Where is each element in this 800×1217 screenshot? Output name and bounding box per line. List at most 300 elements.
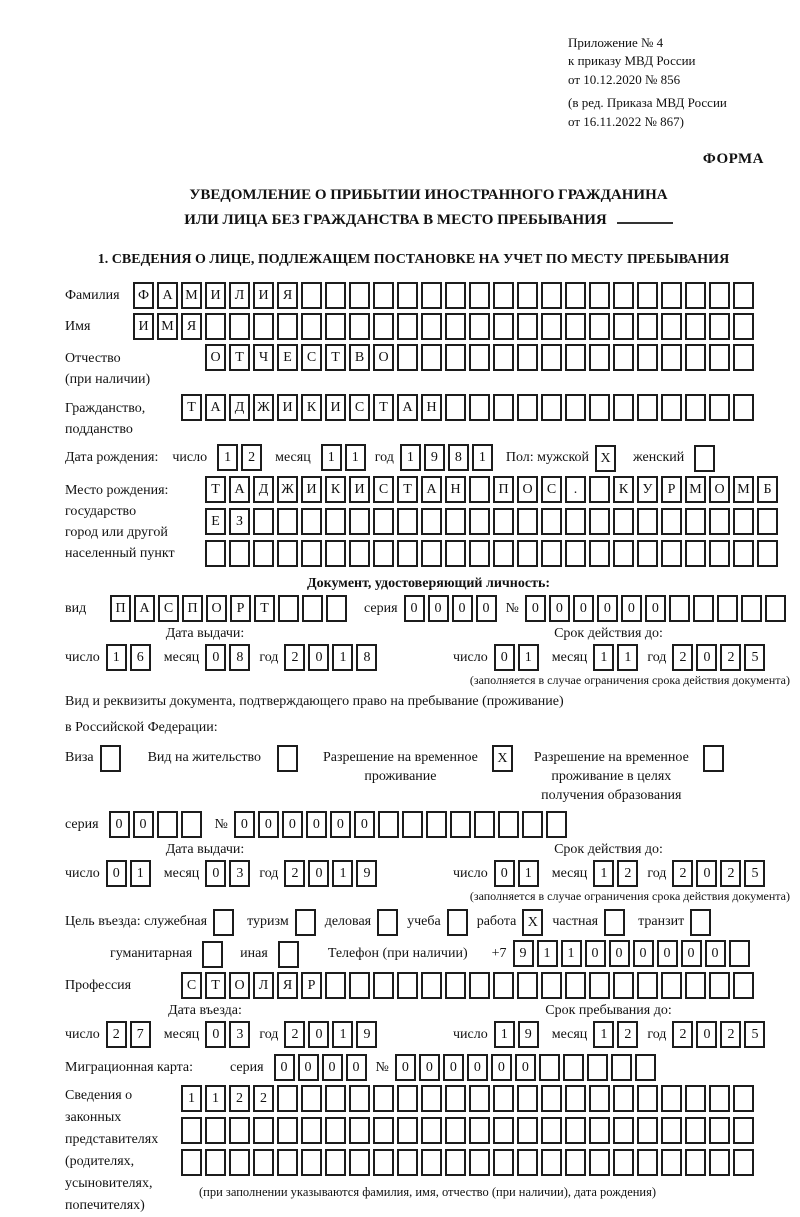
form-cell[interactable] xyxy=(546,811,567,838)
form-cell[interactable] xyxy=(445,1085,466,1112)
form-cell[interactable] xyxy=(709,1149,730,1176)
form-cell[interactable]: 0 xyxy=(308,860,329,887)
form-cell[interactable]: 1 xyxy=(593,1021,614,1048)
form-cell[interactable] xyxy=(205,313,226,340)
form-cell[interactable]: 0 xyxy=(308,644,329,671)
form-cell[interactable]: 0 xyxy=(133,811,154,838)
form-cell[interactable]: 0 xyxy=(494,860,515,887)
form-cell[interactable] xyxy=(709,540,730,567)
form-cell[interactable] xyxy=(278,595,299,622)
birthplace-row2-input[interactable] xyxy=(205,508,781,535)
form-cell[interactable] xyxy=(613,344,634,371)
form-cell[interactable]: 2 xyxy=(106,1021,127,1048)
form-cell[interactable]: П xyxy=(110,595,131,622)
form-cell[interactable]: О xyxy=(373,344,394,371)
form-cell[interactable]: 2 xyxy=(720,1021,741,1048)
temp-permit-checkbox[interactable] xyxy=(492,744,516,772)
form-cell[interactable]: К xyxy=(613,476,634,503)
form-cell[interactable] xyxy=(757,540,778,567)
form-cell[interactable]: 0 xyxy=(234,811,255,838)
form-cell[interactable] xyxy=(741,595,762,622)
form-cell[interactable] xyxy=(421,282,442,309)
birth-month-input[interactable] xyxy=(321,444,369,471)
form-cell[interactable] xyxy=(493,1117,514,1144)
form-cell[interactable] xyxy=(493,344,514,371)
purpose-study-checkbox[interactable] xyxy=(447,908,471,936)
res-issue-year-input[interactable] xyxy=(284,860,380,887)
form-cell[interactable]: И xyxy=(277,394,298,421)
form-cell[interactable] xyxy=(613,540,634,567)
form-cell[interactable]: 0 xyxy=(306,811,327,838)
form-cell[interactable] xyxy=(541,1117,562,1144)
birth-year-input[interactable] xyxy=(400,444,496,471)
form-cell[interactable] xyxy=(589,508,610,535)
form-cell[interactable]: 0 xyxy=(452,595,473,622)
form-cell[interactable]: 1 xyxy=(518,644,539,671)
form-cell[interactable]: О xyxy=(205,344,226,371)
form-cell[interactable] xyxy=(445,508,466,535)
form-cell[interactable] xyxy=(661,282,682,309)
form-cell[interactable]: 9 xyxy=(518,1021,539,1048)
form-cell[interactable]: 0 xyxy=(205,1021,226,1048)
form-cell[interactable]: М xyxy=(685,476,706,503)
form-cell[interactable] xyxy=(733,540,754,567)
form-cell[interactable]: Л xyxy=(253,972,274,999)
form-cell[interactable] xyxy=(181,1149,202,1176)
form-cell[interactable] xyxy=(517,282,538,309)
res-valid-month-input[interactable] xyxy=(593,860,641,887)
form-cell[interactable]: У xyxy=(637,476,658,503)
form-cell[interactable]: 1 xyxy=(181,1085,202,1112)
form-cell[interactable]: 0 xyxy=(308,1021,329,1048)
form-cell[interactable] xyxy=(253,508,274,535)
form-cell[interactable] xyxy=(493,1149,514,1176)
form-cell[interactable] xyxy=(445,313,466,340)
form-cell[interactable]: 2 xyxy=(241,444,262,471)
doc-valid-year-input[interactable] xyxy=(672,644,768,671)
form-cell[interactable] xyxy=(349,313,370,340)
form-cell[interactable] xyxy=(517,1149,538,1176)
form-cell[interactable]: Я xyxy=(181,313,202,340)
form-cell[interactable]: X xyxy=(595,445,616,472)
form-cell[interactable]: Р xyxy=(661,476,682,503)
form-cell[interactable]: С xyxy=(181,972,202,999)
form-cell[interactable] xyxy=(661,344,682,371)
form-cell[interactable]: 1 xyxy=(472,444,493,471)
form-cell[interactable] xyxy=(301,1149,322,1176)
form-cell[interactable]: 1 xyxy=(617,644,638,671)
form-cell[interactable] xyxy=(709,1085,730,1112)
form-cell[interactable]: 0 xyxy=(419,1054,440,1081)
form-cell[interactable] xyxy=(301,1085,322,1112)
form-cell[interactable]: Я xyxy=(277,972,298,999)
form-cell[interactable] xyxy=(733,394,754,421)
form-cell[interactable] xyxy=(278,941,299,968)
sex-male-checkbox[interactable] xyxy=(595,444,619,472)
form-cell[interactable] xyxy=(541,394,562,421)
patronymic-input[interactable] xyxy=(205,344,757,371)
form-cell[interactable] xyxy=(733,1117,754,1144)
form-cell[interactable]: 9 xyxy=(356,1021,377,1048)
form-cell[interactable] xyxy=(637,313,658,340)
form-cell[interactable]: Т xyxy=(229,344,250,371)
purpose-humanitarian-checkbox[interactable] xyxy=(202,940,226,968)
form-cell[interactable]: П xyxy=(493,476,514,503)
form-cell[interactable]: Р xyxy=(230,595,251,622)
res-number-input[interactable] xyxy=(234,811,570,838)
form-cell[interactable]: Р xyxy=(301,972,322,999)
form-cell[interactable] xyxy=(661,394,682,421)
form-cell[interactable]: 1 xyxy=(321,444,342,471)
form-cell[interactable] xyxy=(325,1149,346,1176)
form-cell[interactable] xyxy=(765,595,786,622)
form-cell[interactable] xyxy=(637,394,658,421)
form-cell[interactable] xyxy=(565,1149,586,1176)
form-cell[interactable] xyxy=(565,508,586,535)
form-cell[interactable]: 0 xyxy=(298,1054,319,1081)
form-cell[interactable] xyxy=(445,972,466,999)
form-cell[interactable] xyxy=(469,508,490,535)
guardians-row3-input[interactable] xyxy=(181,1149,757,1176)
form-cell[interactable]: З xyxy=(229,508,250,535)
form-cell[interactable] xyxy=(326,595,347,622)
form-cell[interactable] xyxy=(205,540,226,567)
form-cell[interactable] xyxy=(325,1117,346,1144)
form-cell[interactable]: С xyxy=(158,595,179,622)
form-cell[interactable] xyxy=(277,508,298,535)
form-cell[interactable]: 1 xyxy=(561,940,582,967)
stay-day-input[interactable] xyxy=(494,1021,542,1048)
residence-permit-checkbox[interactable] xyxy=(277,744,301,772)
form-cell[interactable] xyxy=(277,1085,298,1112)
form-cell[interactable] xyxy=(301,282,322,309)
form-cell[interactable] xyxy=(277,540,298,567)
form-cell[interactable]: Б xyxy=(757,476,778,503)
form-cell[interactable] xyxy=(493,313,514,340)
form-cell[interactable] xyxy=(661,1117,682,1144)
doc-valid-day-input[interactable] xyxy=(494,644,542,671)
form-cell[interactable]: 1 xyxy=(593,860,614,887)
form-cell[interactable] xyxy=(709,394,730,421)
form-cell[interactable] xyxy=(541,282,562,309)
form-cell[interactable] xyxy=(373,540,394,567)
form-cell[interactable] xyxy=(517,344,538,371)
form-cell[interactable] xyxy=(565,972,586,999)
form-cell[interactable] xyxy=(493,282,514,309)
form-cell[interactable] xyxy=(709,282,730,309)
form-cell[interactable]: 0 xyxy=(681,940,702,967)
form-cell[interactable]: 0 xyxy=(404,595,425,622)
form-cell[interactable] xyxy=(301,313,322,340)
form-cell[interactable] xyxy=(541,344,562,371)
purpose-tourism-checkbox[interactable] xyxy=(295,908,319,936)
doc-issue-year-input[interactable] xyxy=(284,644,380,671)
form-cell[interactable]: 6 xyxy=(130,644,151,671)
form-cell[interactable] xyxy=(469,476,490,503)
purpose-other-checkbox[interactable] xyxy=(278,940,302,968)
form-cell[interactable] xyxy=(709,1117,730,1144)
purpose-official-checkbox[interactable] xyxy=(213,908,237,936)
form-cell[interactable]: 0 xyxy=(621,595,642,622)
form-cell[interactable] xyxy=(205,1149,226,1176)
form-cell[interactable] xyxy=(565,313,586,340)
form-cell[interactable] xyxy=(685,972,706,999)
form-cell[interactable]: 0 xyxy=(696,1021,717,1048)
form-cell[interactable]: X xyxy=(522,909,543,936)
form-cell[interactable] xyxy=(445,1149,466,1176)
form-cell[interactable] xyxy=(661,313,682,340)
form-cell[interactable] xyxy=(757,508,778,535)
form-cell[interactable] xyxy=(709,508,730,535)
doc-issue-day-input[interactable] xyxy=(106,644,154,671)
form-cell[interactable]: И xyxy=(205,282,226,309)
form-cell[interactable] xyxy=(157,811,178,838)
form-cell[interactable] xyxy=(669,595,690,622)
form-cell[interactable]: М xyxy=(733,476,754,503)
form-cell[interactable] xyxy=(325,508,346,535)
citizenship-input[interactable] xyxy=(181,394,757,421)
form-cell[interactable] xyxy=(589,282,610,309)
mig-series-input[interactable] xyxy=(274,1054,370,1081)
form-cell[interactable] xyxy=(229,313,250,340)
form-cell[interactable] xyxy=(325,540,346,567)
form-cell[interactable] xyxy=(302,595,323,622)
form-cell[interactable] xyxy=(493,394,514,421)
form-cell[interactable]: 1 xyxy=(518,860,539,887)
form-cell[interactable] xyxy=(377,909,398,936)
form-cell[interactable] xyxy=(277,745,298,772)
form-cell[interactable] xyxy=(685,313,706,340)
form-cell[interactable]: А xyxy=(397,394,418,421)
form-cell[interactable]: Т xyxy=(325,344,346,371)
form-cell[interactable] xyxy=(613,282,634,309)
form-cell[interactable]: Д xyxy=(229,394,250,421)
form-cell[interactable] xyxy=(181,1117,202,1144)
stay-year-input[interactable] xyxy=(672,1021,768,1048)
form-cell[interactable]: 2 xyxy=(672,860,693,887)
res-valid-year-input[interactable] xyxy=(672,860,768,887)
res-series-input[interactable] xyxy=(109,811,205,838)
form-cell[interactable] xyxy=(325,282,346,309)
form-cell[interactable]: Ч xyxy=(253,344,274,371)
form-cell[interactable]: 2 xyxy=(284,1021,305,1048)
form-cell[interactable]: 0 xyxy=(258,811,279,838)
form-cell[interactable] xyxy=(611,1054,632,1081)
entry-year-input[interactable] xyxy=(284,1021,380,1048)
form-cell[interactable] xyxy=(589,1085,610,1112)
form-cell[interactable]: 1 xyxy=(332,644,353,671)
res-issue-day-input[interactable] xyxy=(106,860,154,887)
form-cell[interactable]: 1 xyxy=(130,860,151,887)
form-cell[interactable] xyxy=(373,1117,394,1144)
phone-input[interactable] xyxy=(513,940,753,967)
form-cell[interactable] xyxy=(733,508,754,535)
form-cell[interactable] xyxy=(100,745,121,772)
form-cell[interactable]: 0 xyxy=(205,644,226,671)
form-cell[interactable] xyxy=(469,540,490,567)
form-cell[interactable]: И xyxy=(133,313,154,340)
form-cell[interactable]: С xyxy=(301,344,322,371)
form-cell[interactable] xyxy=(205,1117,226,1144)
purpose-work-checkbox[interactable] xyxy=(522,908,546,936)
doc-series-input[interactable] xyxy=(404,595,500,622)
form-cell[interactable] xyxy=(637,282,658,309)
form-cell[interactable] xyxy=(181,811,202,838)
form-cell[interactable] xyxy=(397,282,418,309)
form-cell[interactable]: 0 xyxy=(633,940,654,967)
form-cell[interactable]: 2 xyxy=(617,1021,638,1048)
form-cell[interactable] xyxy=(703,745,724,772)
form-cell[interactable] xyxy=(349,1117,370,1144)
form-cell[interactable]: 1 xyxy=(494,1021,515,1048)
form-cell[interactable]: 2 xyxy=(672,1021,693,1048)
form-cell[interactable]: 1 xyxy=(217,444,238,471)
form-cell[interactable] xyxy=(589,972,610,999)
form-cell[interactable] xyxy=(445,282,466,309)
form-cell[interactable]: И xyxy=(253,282,274,309)
form-cell[interactable]: К xyxy=(325,476,346,503)
form-cell[interactable] xyxy=(709,972,730,999)
form-cell[interactable]: 0 xyxy=(322,1054,343,1081)
form-cell[interactable] xyxy=(474,811,495,838)
form-cell[interactable] xyxy=(426,811,447,838)
form-cell[interactable] xyxy=(277,1117,298,1144)
form-cell[interactable]: 9 xyxy=(513,940,534,967)
doc-kind-input[interactable] xyxy=(110,595,350,622)
form-cell[interactable] xyxy=(445,394,466,421)
form-cell[interactable]: 2 xyxy=(617,860,638,887)
form-cell[interactable] xyxy=(709,313,730,340)
form-cell[interactable]: А xyxy=(421,476,442,503)
form-cell[interactable] xyxy=(517,1117,538,1144)
form-cell[interactable] xyxy=(729,940,750,967)
form-cell[interactable] xyxy=(373,972,394,999)
form-cell[interactable]: О xyxy=(709,476,730,503)
form-cell[interactable]: М xyxy=(157,313,178,340)
form-cell[interactable] xyxy=(301,540,322,567)
form-cell[interactable] xyxy=(541,1149,562,1176)
entry-month-input[interactable] xyxy=(205,1021,253,1048)
form-cell[interactable] xyxy=(709,344,730,371)
form-cell[interactable] xyxy=(733,344,754,371)
form-cell[interactable] xyxy=(733,972,754,999)
form-cell[interactable]: 0 xyxy=(354,811,375,838)
form-cell[interactable] xyxy=(541,1085,562,1112)
form-cell[interactable] xyxy=(493,508,514,535)
form-cell[interactable] xyxy=(661,972,682,999)
form-cell[interactable]: 3 xyxy=(229,860,250,887)
form-cell[interactable]: Ж xyxy=(253,394,274,421)
birthplace-row1-input[interactable] xyxy=(205,476,781,503)
form-cell[interactable]: Т xyxy=(373,394,394,421)
form-cell[interactable] xyxy=(563,1054,584,1081)
form-cell[interactable] xyxy=(397,1085,418,1112)
form-cell[interactable] xyxy=(661,508,682,535)
form-cell[interactable] xyxy=(565,1117,586,1144)
form-cell[interactable] xyxy=(421,1149,442,1176)
form-cell[interactable] xyxy=(493,1085,514,1112)
form-cell[interactable]: Н xyxy=(421,394,442,421)
form-cell[interactable]: Ж xyxy=(277,476,298,503)
form-cell[interactable] xyxy=(733,282,754,309)
form-cell[interactable] xyxy=(469,1085,490,1112)
form-cell[interactable] xyxy=(635,1054,656,1081)
form-cell[interactable]: А xyxy=(229,476,250,503)
form-cell[interactable]: . xyxy=(565,476,586,503)
form-cell[interactable] xyxy=(717,595,738,622)
form-cell[interactable] xyxy=(421,540,442,567)
form-cell[interactable] xyxy=(685,540,706,567)
form-cell[interactable]: 1 xyxy=(593,644,614,671)
form-cell[interactable] xyxy=(565,1085,586,1112)
form-cell[interactable]: 0 xyxy=(106,860,127,887)
form-cell[interactable] xyxy=(349,1149,370,1176)
form-cell[interactable]: О xyxy=(206,595,227,622)
entry-day-input[interactable] xyxy=(106,1021,154,1048)
form-cell[interactable]: 0 xyxy=(696,860,717,887)
form-cell[interactable]: Д xyxy=(253,476,274,503)
form-cell[interactable]: Т xyxy=(181,394,202,421)
form-cell[interactable]: 9 xyxy=(356,860,377,887)
form-cell[interactable] xyxy=(445,540,466,567)
form-cell[interactable]: 2 xyxy=(720,644,741,671)
form-cell[interactable] xyxy=(402,811,423,838)
surname-input[interactable] xyxy=(133,282,757,309)
form-cell[interactable]: 5 xyxy=(744,1021,765,1048)
form-cell[interactable] xyxy=(349,282,370,309)
form-cell[interactable] xyxy=(397,540,418,567)
form-cell[interactable]: С xyxy=(373,476,394,503)
form-cell[interactable]: 1 xyxy=(205,1085,226,1112)
form-cell[interactable]: И xyxy=(349,476,370,503)
form-cell[interactable]: И xyxy=(301,476,322,503)
res-valid-day-input[interactable] xyxy=(494,860,542,887)
form-cell[interactable] xyxy=(565,282,586,309)
birthplace-row3-input[interactable] xyxy=(205,540,781,567)
form-cell[interactable] xyxy=(690,909,711,936)
form-cell[interactable] xyxy=(397,313,418,340)
form-cell[interactable]: С xyxy=(349,394,370,421)
form-cell[interactable] xyxy=(517,313,538,340)
form-cell[interactable] xyxy=(450,811,471,838)
form-cell[interactable]: 2 xyxy=(672,644,693,671)
form-cell[interactable] xyxy=(421,1117,442,1144)
form-cell[interactable] xyxy=(589,313,610,340)
form-cell[interactable]: Т xyxy=(205,476,226,503)
form-cell[interactable] xyxy=(733,1085,754,1112)
form-cell[interactable] xyxy=(349,972,370,999)
form-cell[interactable] xyxy=(277,1149,298,1176)
form-cell[interactable] xyxy=(685,1149,706,1176)
form-cell[interactable]: 0 xyxy=(491,1054,512,1081)
form-cell[interactable]: А xyxy=(205,394,226,421)
form-cell[interactable] xyxy=(349,508,370,535)
form-cell[interactable] xyxy=(539,1054,560,1081)
form-cell[interactable] xyxy=(445,1117,466,1144)
form-cell[interactable]: 0 xyxy=(515,1054,536,1081)
form-cell[interactable] xyxy=(613,394,634,421)
form-cell[interactable] xyxy=(295,909,316,936)
form-cell[interactable]: О xyxy=(517,476,538,503)
guardians-row2-input[interactable] xyxy=(181,1117,757,1144)
form-cell[interactable]: 8 xyxy=(356,644,377,671)
form-cell[interactable]: 8 xyxy=(448,444,469,471)
form-cell[interactable]: 0 xyxy=(428,595,449,622)
form-cell[interactable]: 0 xyxy=(395,1054,416,1081)
form-cell[interactable]: 0 xyxy=(476,595,497,622)
form-cell[interactable]: X xyxy=(492,745,513,772)
form-cell[interactable] xyxy=(613,1117,634,1144)
